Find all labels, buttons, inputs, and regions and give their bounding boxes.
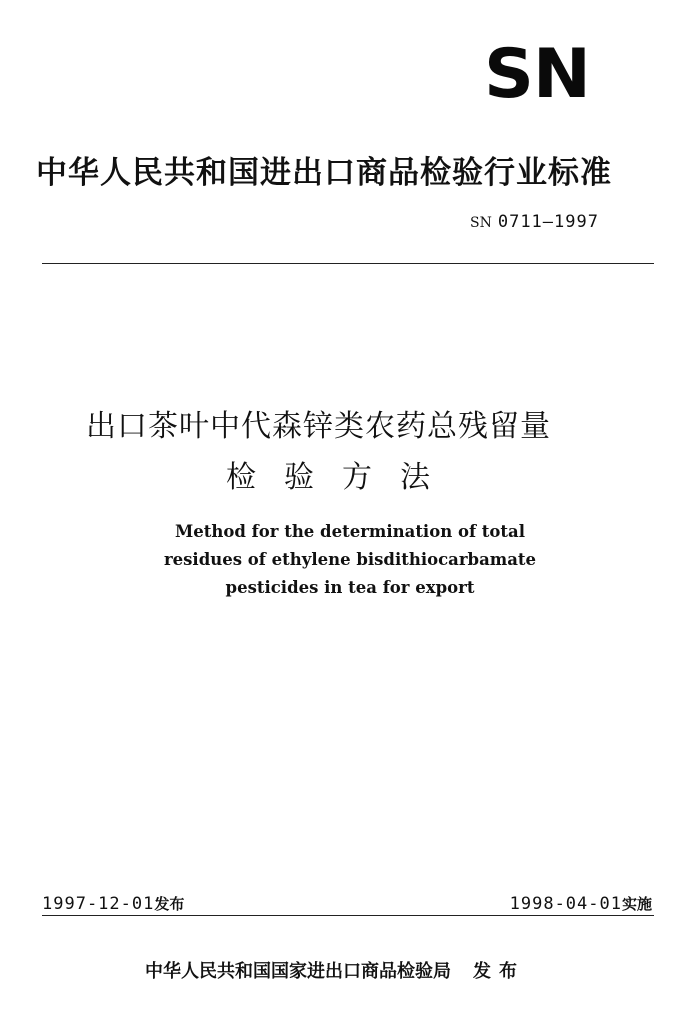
top-divider	[42, 263, 654, 264]
english-title-line-1: Method for the determination of total	[174, 522, 526, 541]
issue-date-label: 发布	[154, 895, 185, 913]
implementation-date-label: 实施	[621, 895, 652, 913]
standard-number-value: 0711—1997	[497, 212, 599, 232]
standard-prefix: SN	[470, 215, 492, 231]
bottom-divider	[42, 915, 654, 916]
publisher-action: 发布	[473, 961, 525, 982]
issue-date	[42, 893, 184, 914]
implementation-date-value: 1998-04-01	[509, 894, 622, 914]
publisher-name: 中华人民共和国国家进出口商品检验局	[145, 961, 451, 982]
chinese-title-line-2: 检验方法	[226, 460, 458, 495]
publisher	[145, 957, 525, 983]
implementation-date	[510, 893, 652, 914]
standard-category-title: 中华人民共和国进出口商品检验行业标准	[36, 155, 612, 191]
standard-number	[470, 212, 599, 232]
chinese-title-line-1: 出口茶叶中代森锌类农药总残留量	[86, 409, 551, 444]
issue-date-value: 1997-12-01	[42, 894, 155, 914]
sn-logo: SN	[484, 35, 590, 114]
english-title	[100, 518, 600, 602]
english-title-line-3: pesticides in tea for export	[225, 578, 475, 597]
english-title-line-2: residues of ethylene bisdithiocarbamate	[163, 550, 537, 569]
